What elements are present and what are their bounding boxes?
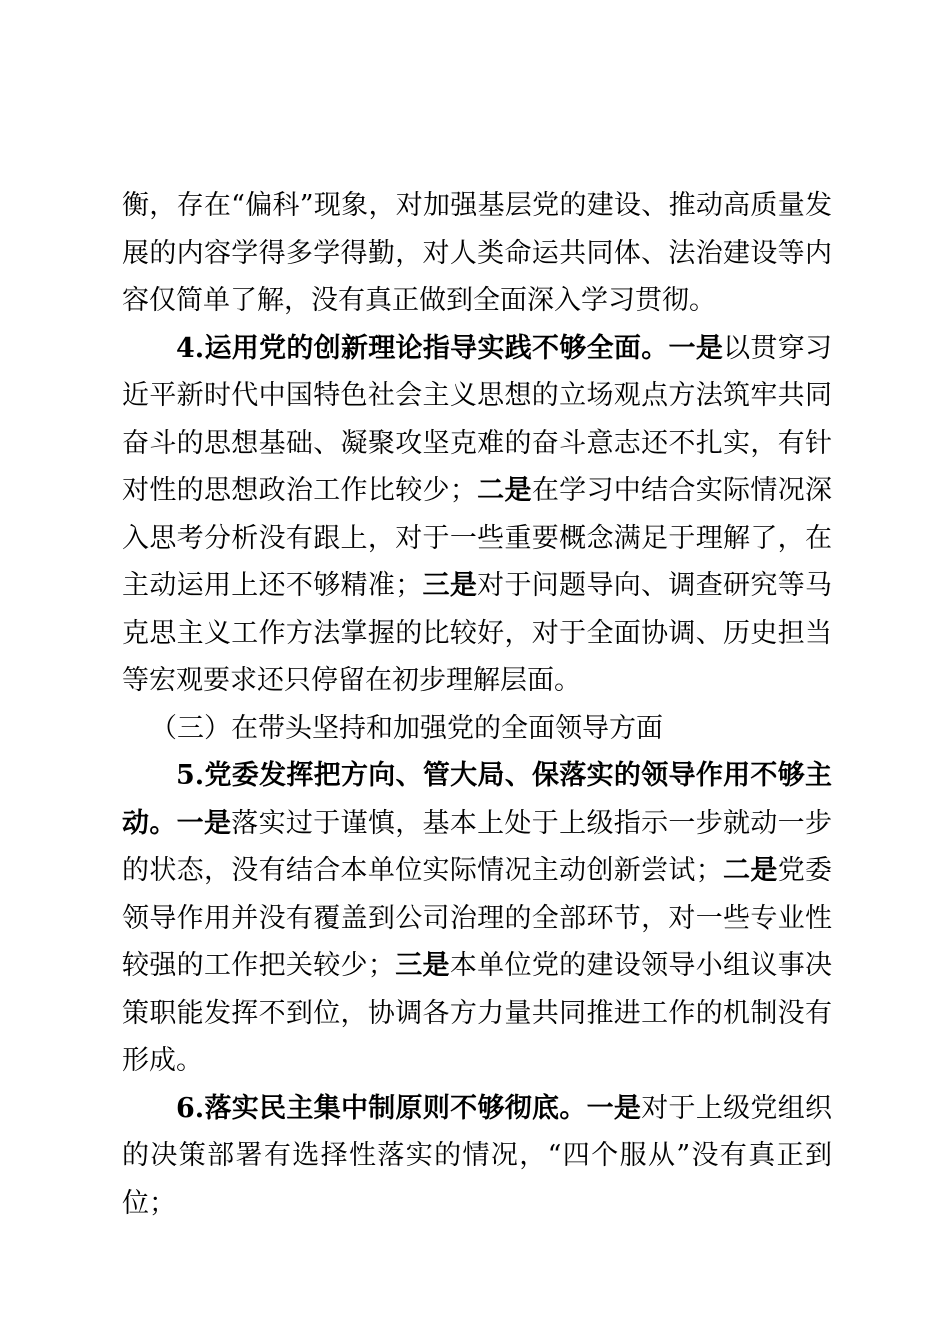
point-text: 落实过于谨慎，基本上处于上级指示一步就动一步的状态，没有结合本单位实际情况主动创新尝试； — [122, 807, 833, 886]
point-marker: 一是 — [668, 332, 724, 364]
paragraph-item-5 — [122, 752, 832, 1085]
point-text: 本单位党的建设领导小组议事决策职能发挥不到位，协调各方力量共同推进工作的机制没有形成。 — [122, 950, 833, 1076]
item-title: 6.落实民主集中制原则不够彻底。 — [176, 1092, 587, 1124]
item-title: 5.党委发挥把方向、管大局、保落实的领导作用不够主动。 — [122, 760, 832, 839]
paragraph-item-4 — [122, 325, 832, 705]
item-title: 4.运用党的创新理论指导实践不够全面。 — [176, 332, 669, 364]
point-text: 党委领导作用并没有覆盖到公司治理的全部环节，对一些专业性较强的工作把关较少； — [122, 855, 833, 981]
point-marker: 一是 — [586, 1092, 642, 1124]
point-marker: 二是 — [476, 475, 532, 506]
point-text: 对于上级党组织的决策部署有选择性落实的情况，“四个服从”没有真正到位； — [122, 1092, 833, 1219]
section-heading: （三）在带头坚持和加强党的全面领导方面 — [150, 712, 663, 744]
paragraph-item-6 — [122, 1085, 832, 1228]
point-text: 在学习中结合实际情况深入思考分析没有跟上，对于一些重要概念满足于理解了，在主动运用上还不够精准； — [122, 475, 833, 601]
point-marker: 三是 — [422, 570, 478, 601]
point-marker: 三是 — [394, 950, 450, 981]
document-body — [122, 182, 832, 1227]
paragraph-continued — [122, 182, 832, 325]
point-marker: 一是 — [176, 807, 232, 839]
point-text: 以贯穿习近平新时代中国特色社会主义思想的立场观点方法筑牢共同奋斗的思想基础、凝聚攻坚克难的奋斗意志还不扎实，有针对性的思想政治工作比较少； — [122, 332, 833, 506]
point-text: 对于问题导向、调查研究等马克思主义工作方法掌握的比较好，对于全面协调、历史担当等宏观要求还只停留在初步理解层面。 — [122, 570, 833, 696]
paragraph-text: 衡，存在“偏科”现象，对加强基层党的建设、推动高质量发展的内容学得多学得勤，对人类命运共同体、法治建设等内容仅简单了解，没有真正做到全面深入学习贯彻。 — [122, 190, 832, 316]
point-marker: 二是 — [722, 855, 778, 886]
